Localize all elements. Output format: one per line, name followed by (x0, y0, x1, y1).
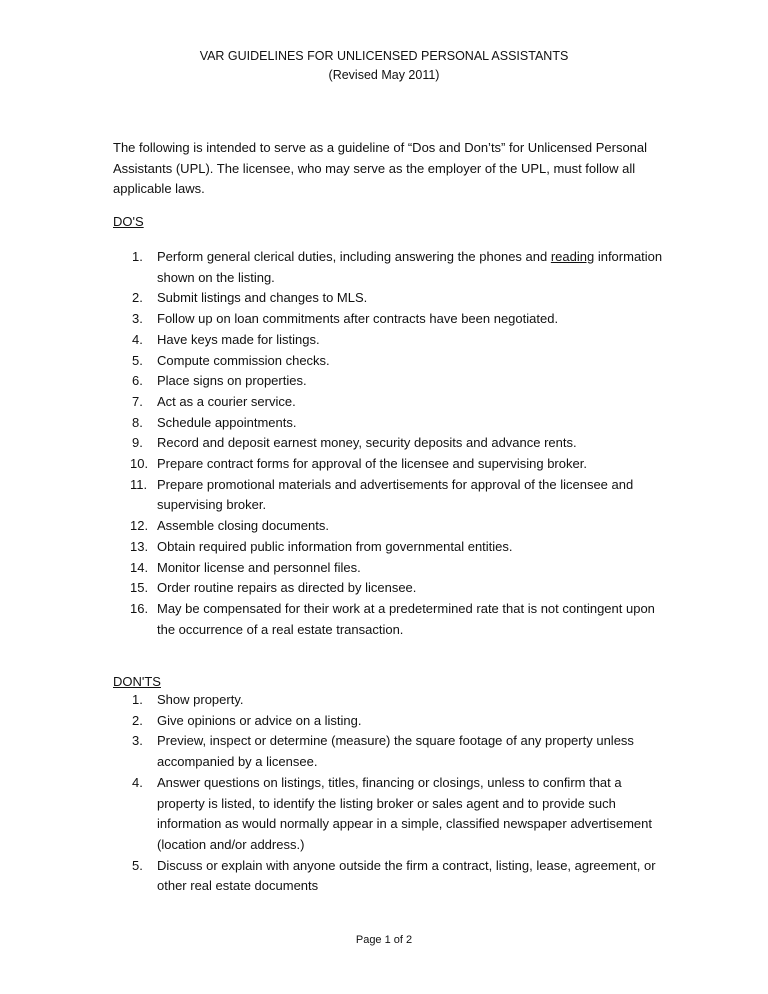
item-text: Order routine repairs as directed by licensee. (157, 580, 417, 596)
dos-item (0, 330, 667, 351)
dos-item (0, 454, 667, 475)
item-number: 9. (132, 435, 143, 451)
item-text: Prepare promotional materials and advertisements for approval of the licensee and supervising broker. (157, 476, 634, 513)
dos-item (0, 578, 667, 599)
item-number: 6. (132, 373, 143, 389)
item-text: May be compensated for their work at a predetermined rate that is not contingent upon the occurrence of a real estate transaction. (157, 600, 655, 637)
item-number: 2. (132, 290, 143, 306)
dos-item (0, 599, 667, 640)
item-text: Schedule appointments. (157, 414, 297, 430)
dos-item (0, 288, 667, 309)
item-text: Act as a courier service. (157, 393, 296, 409)
item-number: 12. (130, 518, 149, 534)
item-text: Prepare contract forms for approval of the licensee and supervising broker. (157, 456, 587, 472)
donts-heading: DON'TS (113, 674, 161, 689)
item-number: 11. (130, 476, 148, 492)
item-text: Give opinions or advice on a listing. (157, 712, 362, 728)
item-number: 16. (130, 600, 149, 616)
dos-item (0, 433, 667, 454)
item-number: 4. (132, 774, 143, 790)
dos-item (0, 475, 667, 516)
item-text: Discuss or explain with anyone outside the firm a contract, listing, lease, agreement, or other real estate documents (157, 857, 656, 894)
item-number: 10. (130, 456, 149, 472)
item-number: 8. (132, 414, 143, 430)
item-text: Answer questions on listings, titles, financing or closings, unless to confirm that a property is listed, to identify the listing broker or sales agent and to provide such information as would normally appear in a simple, classified newspaper advertisement (location and/or address.) (157, 774, 652, 852)
item-number: 3. (132, 311, 143, 327)
item-number: 5. (132, 857, 143, 873)
item-text: Follow up on loan commitments after contracts have been negotiated. (157, 311, 559, 327)
dos-item (0, 558, 667, 579)
dos-item (0, 351, 667, 372)
donts-item (0, 773, 667, 856)
page-number: Page 1 of 2 (355, 934, 413, 946)
item-text: Perform general clerical duties, including answering the phones and (157, 249, 551, 264)
item-number: 13. (130, 538, 149, 554)
donts-list (0, 690, 667, 897)
underlined-word: reading (550, 249, 595, 264)
dos-heading: DO'S (113, 214, 144, 229)
item-number: 15. (130, 580, 149, 596)
item-text: Submit listings and changes to MLS. (157, 290, 368, 306)
dos-item (0, 247, 667, 288)
item-number: 2. (132, 712, 143, 728)
item-number: 3. (132, 733, 143, 749)
dos-item (0, 392, 667, 413)
item-text: Show property. (157, 692, 244, 707)
item-number: 5. (132, 352, 143, 368)
item-text: Assemble closing documents. (157, 518, 329, 534)
item-text: Obtain required public information from governmental entities. (157, 538, 513, 554)
dos-item (0, 371, 667, 392)
revision-date: (Revised May 2011) (328, 68, 440, 82)
item-number: 14. (130, 559, 149, 575)
item-text: Place signs on properties. (157, 373, 307, 389)
dos-item (0, 516, 667, 537)
donts-item (0, 731, 667, 772)
document-title: VAR GUIDELINES FOR UNLICENSED PERSONAL ASSISTANTS (199, 49, 569, 63)
dos-list (0, 247, 667, 640)
intro-paragraph: The following is intended to serve as a guideline of “Dos and Don’ts” for Unlicensed Personal Assistants (UPL). The licensee, who may serve as the employer of the UPL, must follow all applicable laws. (113, 140, 648, 196)
item-text: information shown on the listing. (157, 249, 663, 285)
dos-item (0, 537, 667, 558)
item-number: 1. (132, 692, 143, 707)
dos-item (0, 413, 667, 434)
item-text: Compute commission checks. (157, 352, 330, 368)
item-text: Record and deposit earnest money, security deposits and advance rents. (157, 435, 577, 451)
item-text: Monitor license and personnel files. (157, 559, 361, 575)
donts-item (0, 856, 667, 897)
item-text: Have keys made for listings. (157, 331, 320, 347)
item-number: 4. (132, 331, 143, 347)
donts-item (0, 711, 667, 732)
dos-item (0, 309, 667, 330)
item-number: 7. (132, 393, 143, 409)
donts-item (0, 690, 667, 711)
item-number: 1. (132, 249, 143, 264)
item-text: Preview, inspect or determine (measure) the square footage of any property unless accompanied by a licensee. (157, 733, 634, 770)
